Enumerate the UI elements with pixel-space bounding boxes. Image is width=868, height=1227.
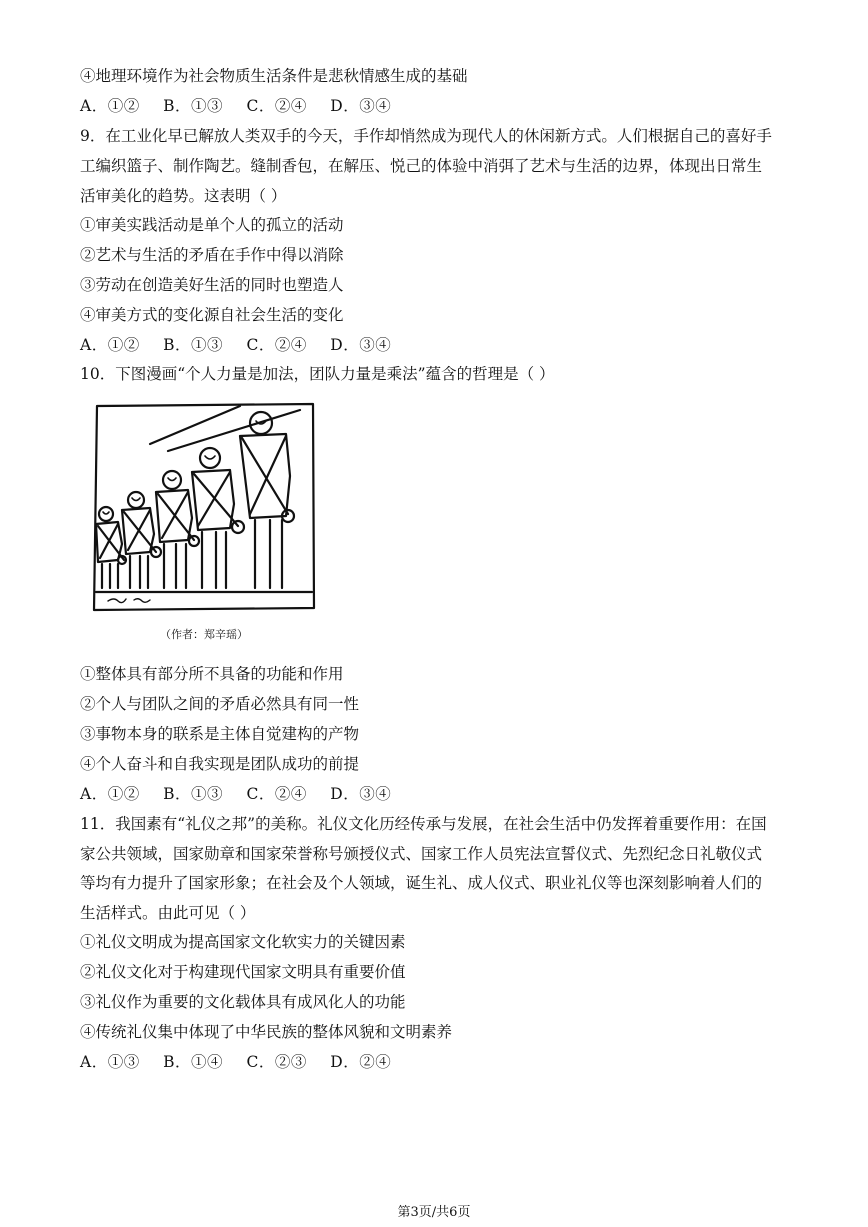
q10-choice-a: A．①② bbox=[80, 785, 140, 803]
page-number: 第3页/共6页 bbox=[397, 1205, 471, 1220]
teamwork-cartoon bbox=[90, 396, 318, 622]
q9-choice-a: A．①② bbox=[80, 336, 140, 354]
q8-choice-d: D．③④ bbox=[330, 97, 392, 115]
q11-stem-line-2: 家公共领域，国家勋章和国家荣誉称号颁授仪式、国家工作人员宪法宣誓仪式、先烈纪念日礼敬仪式 bbox=[80, 845, 763, 863]
q8-choices bbox=[80, 96, 800, 116]
q9-choice-d: D．③④ bbox=[330, 336, 392, 354]
q11-choice-d: D．②④ bbox=[330, 1053, 392, 1071]
q11-stem-line-1: 11．我国素有“礼仪之邦”的美称。礼仪文化历经传承与发展，在社会生活中仍发挥着重要作用：在国 bbox=[80, 815, 767, 833]
q10-choice-c: C．②④ bbox=[246, 785, 307, 803]
q10-option-4: ④个人奋斗和自我实现是团队成功的前提 bbox=[80, 755, 360, 773]
q11-choice-a: A．①③ bbox=[80, 1053, 140, 1071]
q9-option-4: ④审美方式的变化源自社会生活的变化 bbox=[80, 306, 344, 324]
q9-choice-b: B．①③ bbox=[163, 336, 224, 354]
q10-option-1: ①整体具有部分所不具备的功能和作用 bbox=[80, 665, 344, 683]
q9-choice-c: C．②④ bbox=[246, 336, 307, 354]
q9-stem-line-1: 9．在工业化早已解放人类双手的今天，手作却悄然成为现代人的休闲新方式。人们根据自己的喜好手 bbox=[80, 127, 772, 145]
q11-choice-b: B．①④ bbox=[163, 1053, 224, 1071]
q11-option-4: ④传统礼仪集中体现了中华民族的整体风貌和文明素养 bbox=[80, 1023, 453, 1041]
q10-choices bbox=[80, 784, 800, 804]
q9-option-1: ①审美实践活动是单个人的孤立的活动 bbox=[80, 216, 344, 234]
q8-option-4: ④地理环境作为社会物质生活条件是悲秋情感生成的基础 bbox=[80, 67, 468, 85]
q11-option-2: ②礼仪文化对于构建现代国家文明具有重要价值 bbox=[80, 963, 406, 981]
q11-choice-c: C．②③ bbox=[246, 1053, 307, 1071]
q11-stem-line-3: 等均有力提升了国家形象；在社会及个人领域，诞生礼、成人仪式、职业礼仪等也深刻影响着人们的 bbox=[80, 874, 763, 892]
q10-stem: 10．下图漫画“个人力量是加法，团队力量是乘法”蕴含的哲理是（ ） bbox=[80, 365, 555, 383]
q9-stem-line-2: 工编织篮子、制作陶艺。缝制香包，在解压、悦己的体验中消弭了艺术与生活的边界，体现出日常生 bbox=[80, 157, 763, 175]
q11-choices bbox=[80, 1052, 800, 1072]
q8-choice-c: C．②④ bbox=[246, 97, 307, 115]
q10-choice-d: D．③④ bbox=[330, 785, 392, 803]
q8-choice-b: B．①③ bbox=[163, 97, 224, 115]
q10-option-2: ②个人与团队之间的矛盾必然具有同一性 bbox=[80, 695, 360, 713]
q9-choices bbox=[80, 335, 800, 355]
q8-choice-a: A．①② bbox=[80, 97, 140, 115]
q10-choice-b: B．①③ bbox=[163, 785, 224, 803]
q11-option-3: ③礼仪作为重要的文化载体具有成风化人的功能 bbox=[80, 993, 406, 1011]
q9-stem-line-3: 活审美化的趋势。这表明（ ） bbox=[80, 187, 287, 205]
cartoon-caption: （作者：郑辛瑶） bbox=[160, 628, 248, 641]
q11-stem-line-4: 生活样式。由此可见（ ） bbox=[80, 904, 256, 922]
q9-option-3: ③劳动在创造美好生活的同时也塑造人 bbox=[80, 276, 344, 294]
q10-option-3: ③事物本身的联系是主体自觉建构的产物 bbox=[80, 725, 360, 743]
q11-option-1: ①礼仪文明成为提高国家文化软实力的关键因素 bbox=[80, 933, 406, 951]
q9-option-2: ②艺术与生活的矛盾在手作中得以消除 bbox=[80, 246, 344, 264]
